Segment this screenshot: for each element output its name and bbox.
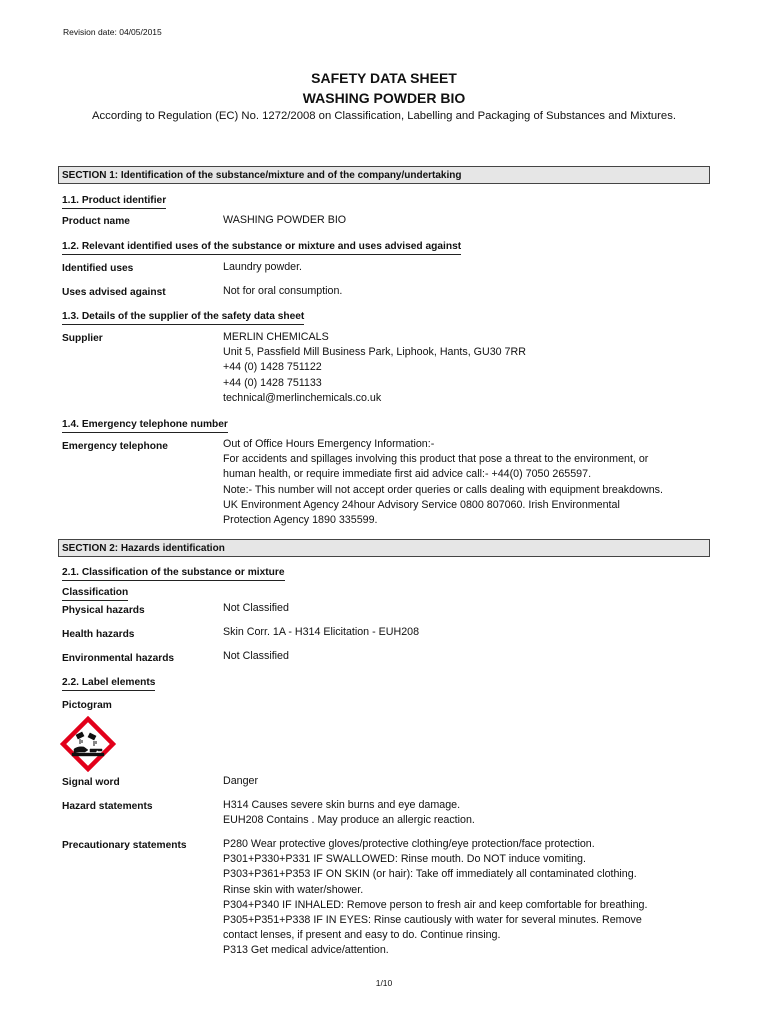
emergency-telephone-label: Emergency telephone <box>62 441 168 452</box>
identified-uses-value: Laundry powder. <box>223 261 303 273</box>
emergency-telephone-text <box>223 437 713 528</box>
precaution-line: P304+P340 IF INHALED: Remove person to fresh air and keep comfortable for breathing. <box>223 898 648 911</box>
precaution-line: P301+P330+P331 IF SWALLOWED: Rinse mouth. Do NOT induce vomiting. <box>223 853 586 866</box>
emergency-line: UK Environment Agency 24hour Advisory Service 0800 807060. Irish Environmental <box>223 498 620 511</box>
precautionary-statements-label: Precautionary statements <box>62 840 187 851</box>
uses-advised-against-label: Uses advised against <box>62 287 166 298</box>
subsection-1-4: 1.4. Emergency telephone number <box>62 418 228 433</box>
classification-heading: Classification <box>62 586 128 601</box>
health-hazards-value: Skin Corr. 1A - H314 Elicitation - EUH208 <box>223 626 420 638</box>
health-hazards-label: Health hazards <box>62 629 135 640</box>
emergency-line: For accidents and spillages involving this product that pose a threat to the environment, or <box>223 453 649 466</box>
subsection-1-1: 1.1. Product identifier <box>62 194 166 209</box>
emergency-line: Out of Office Hours Emergency Information:- <box>223 438 435 450</box>
precautionary-statements <box>223 837 713 959</box>
supplier-label: Supplier <box>62 333 103 344</box>
page-number: 1/10 <box>375 978 393 988</box>
product-name-label: Product name <box>62 216 130 227</box>
identified-uses-label: Identified uses <box>62 263 134 274</box>
section-2-heading: SECTION 2: Hazards identification <box>58 539 710 557</box>
hazard-statements <box>223 798 713 828</box>
section-1-heading: SECTION 1: Identification of the substance/mixture and of the company/undertaking <box>58 166 710 184</box>
physical-hazards-value: Not Classified <box>223 602 289 614</box>
uses-advised-against-value: Not for oral consumption. <box>223 285 343 297</box>
precaution-line: Rinse skin with water/shower. <box>223 883 364 896</box>
precaution-line: contact lenses, if present and easy to do. Continue rinsing. <box>223 929 501 942</box>
supplier-line: +44 (0) 1428 751133 <box>223 376 322 389</box>
hazard-statements-label: Hazard statements <box>62 801 153 812</box>
supplier-details <box>223 330 713 406</box>
hazard-statement: H314 Causes severe skin burns and eye damage. <box>223 799 461 811</box>
precaution-line: P305+P351+P338 IF IN EYES: Rinse cautiously with water for several minutes. Remove <box>223 914 642 927</box>
emergency-line: human health, or require immediate first aid advice call:- +44(0) 7050 265597. <box>223 468 592 481</box>
precaution-line: P280 Wear protective gloves/protective clothing/eye protection/face protection. <box>223 838 595 850</box>
precaution-line: P313 Get medical advice/attention. <box>223 944 389 957</box>
product-name-value: WASHING POWDER BIO <box>223 214 347 226</box>
emergency-line: Protection Agency 1890 335599. <box>223 514 378 527</box>
environmental-hazards-label: Environmental hazards <box>62 653 175 664</box>
signal-word-label: Signal word <box>62 777 120 788</box>
supplier-line: +44 (0) 1428 751122 <box>223 361 322 374</box>
supplier-email: technical@merlinchemicals.co.uk <box>223 391 382 404</box>
physical-hazards-label: Physical hazards <box>62 605 145 616</box>
corrosion-ghs05-icon <box>60 716 116 772</box>
hazard-statement: EUH208 Contains . May produce an allergic reaction. <box>223 814 475 827</box>
regulation-subtitle: According to Regulation (EC) No. 1272/2008 on Classification, Labelling and Packaging of Substances and Mixtures. <box>91 110 677 122</box>
subsection-2-2: 2.2. Label elements <box>62 676 155 691</box>
product-title: WASHING POWDER BIO <box>302 90 466 106</box>
subsection-1-3: 1.3. Details of the supplier of the safety data sheet <box>62 310 304 325</box>
subsection-2-1: 2.1. Classification of the substance or mixture <box>62 566 285 581</box>
document-title: SAFETY DATA SHEET <box>311 70 457 86</box>
emergency-line: Note:- This number will not accept order queries or calls dealing with equipment breakdowns. <box>223 483 663 496</box>
pictogram-label: Pictogram <box>62 700 112 711</box>
revision-date: Revision date: 04/05/2015 <box>63 27 162 37</box>
subsection-1-2: 1.2. Relevant identified uses of the substance or mixture and uses advised against <box>62 240 461 255</box>
environmental-hazards-value: Not Classified <box>223 650 289 662</box>
signal-word-value: Danger <box>223 775 259 787</box>
supplier-line: MERLIN CHEMICALS <box>223 331 329 343</box>
precaution-line: P303+P361+P353 IF ON SKIN (or hair): Take off immediately all contaminated clothing. <box>223 868 637 881</box>
supplier-line: Unit 5, Passfield Mill Business Park, Liphook, Hants, GU30 7RR <box>223 346 526 359</box>
